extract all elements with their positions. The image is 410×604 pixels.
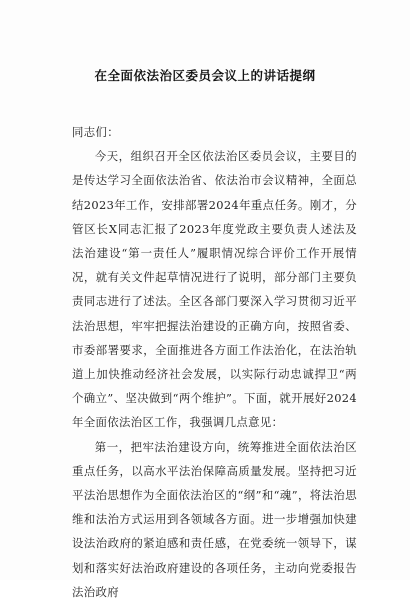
document-title: 在全面依法治区委员会议上的讲话提纲	[94, 68, 316, 83]
paragraph-first-point: 第一，把牢法治建设方向，统筹推进全面依法治区重点任务，以高水平法治保障高质量发展。坚持把习近平法治思想作为全面依法治区的“纲”和“魂”，将法治思维和法治方式运用到各领域各方面。进一步增强加快建设法治政府的紧迫感和责任感，在党委统一领导下，谋划和落实好法治政府建设的各项任务，主动向党委报告法治政府	[72, 439, 357, 599]
salutation: 同志们：	[72, 125, 119, 139]
paragraph-intro: 今天，组织召开全区依法治区委员会议，主要目的是传达学习全面依法治省、依法治市会议精神，全面总结2023年工作，安排部署2024年重点任务。刚才，分管区长X同志汇报了2023年度党政主要负责人述法及法治建设“第一责任人”履职情况综合评价工作开展情况，就有关文件起草情况进行了说明，部分部门主要负责同志进行了述法。全区各部门要深入学习贯彻习近平法治思想，牢牢把握法治建设的正确方向，按照省委、市委部署要求，全面推进各方面工作法治化，在法治轨道上加快推动经济社会发展，以实际行动忠诚捍卫“两个确立”、坚决做到“两个维护”。下面，就开展好2024年全面依法治区工作，我强调几点意见：	[72, 149, 357, 430]
document-body	[72, 120, 357, 604]
